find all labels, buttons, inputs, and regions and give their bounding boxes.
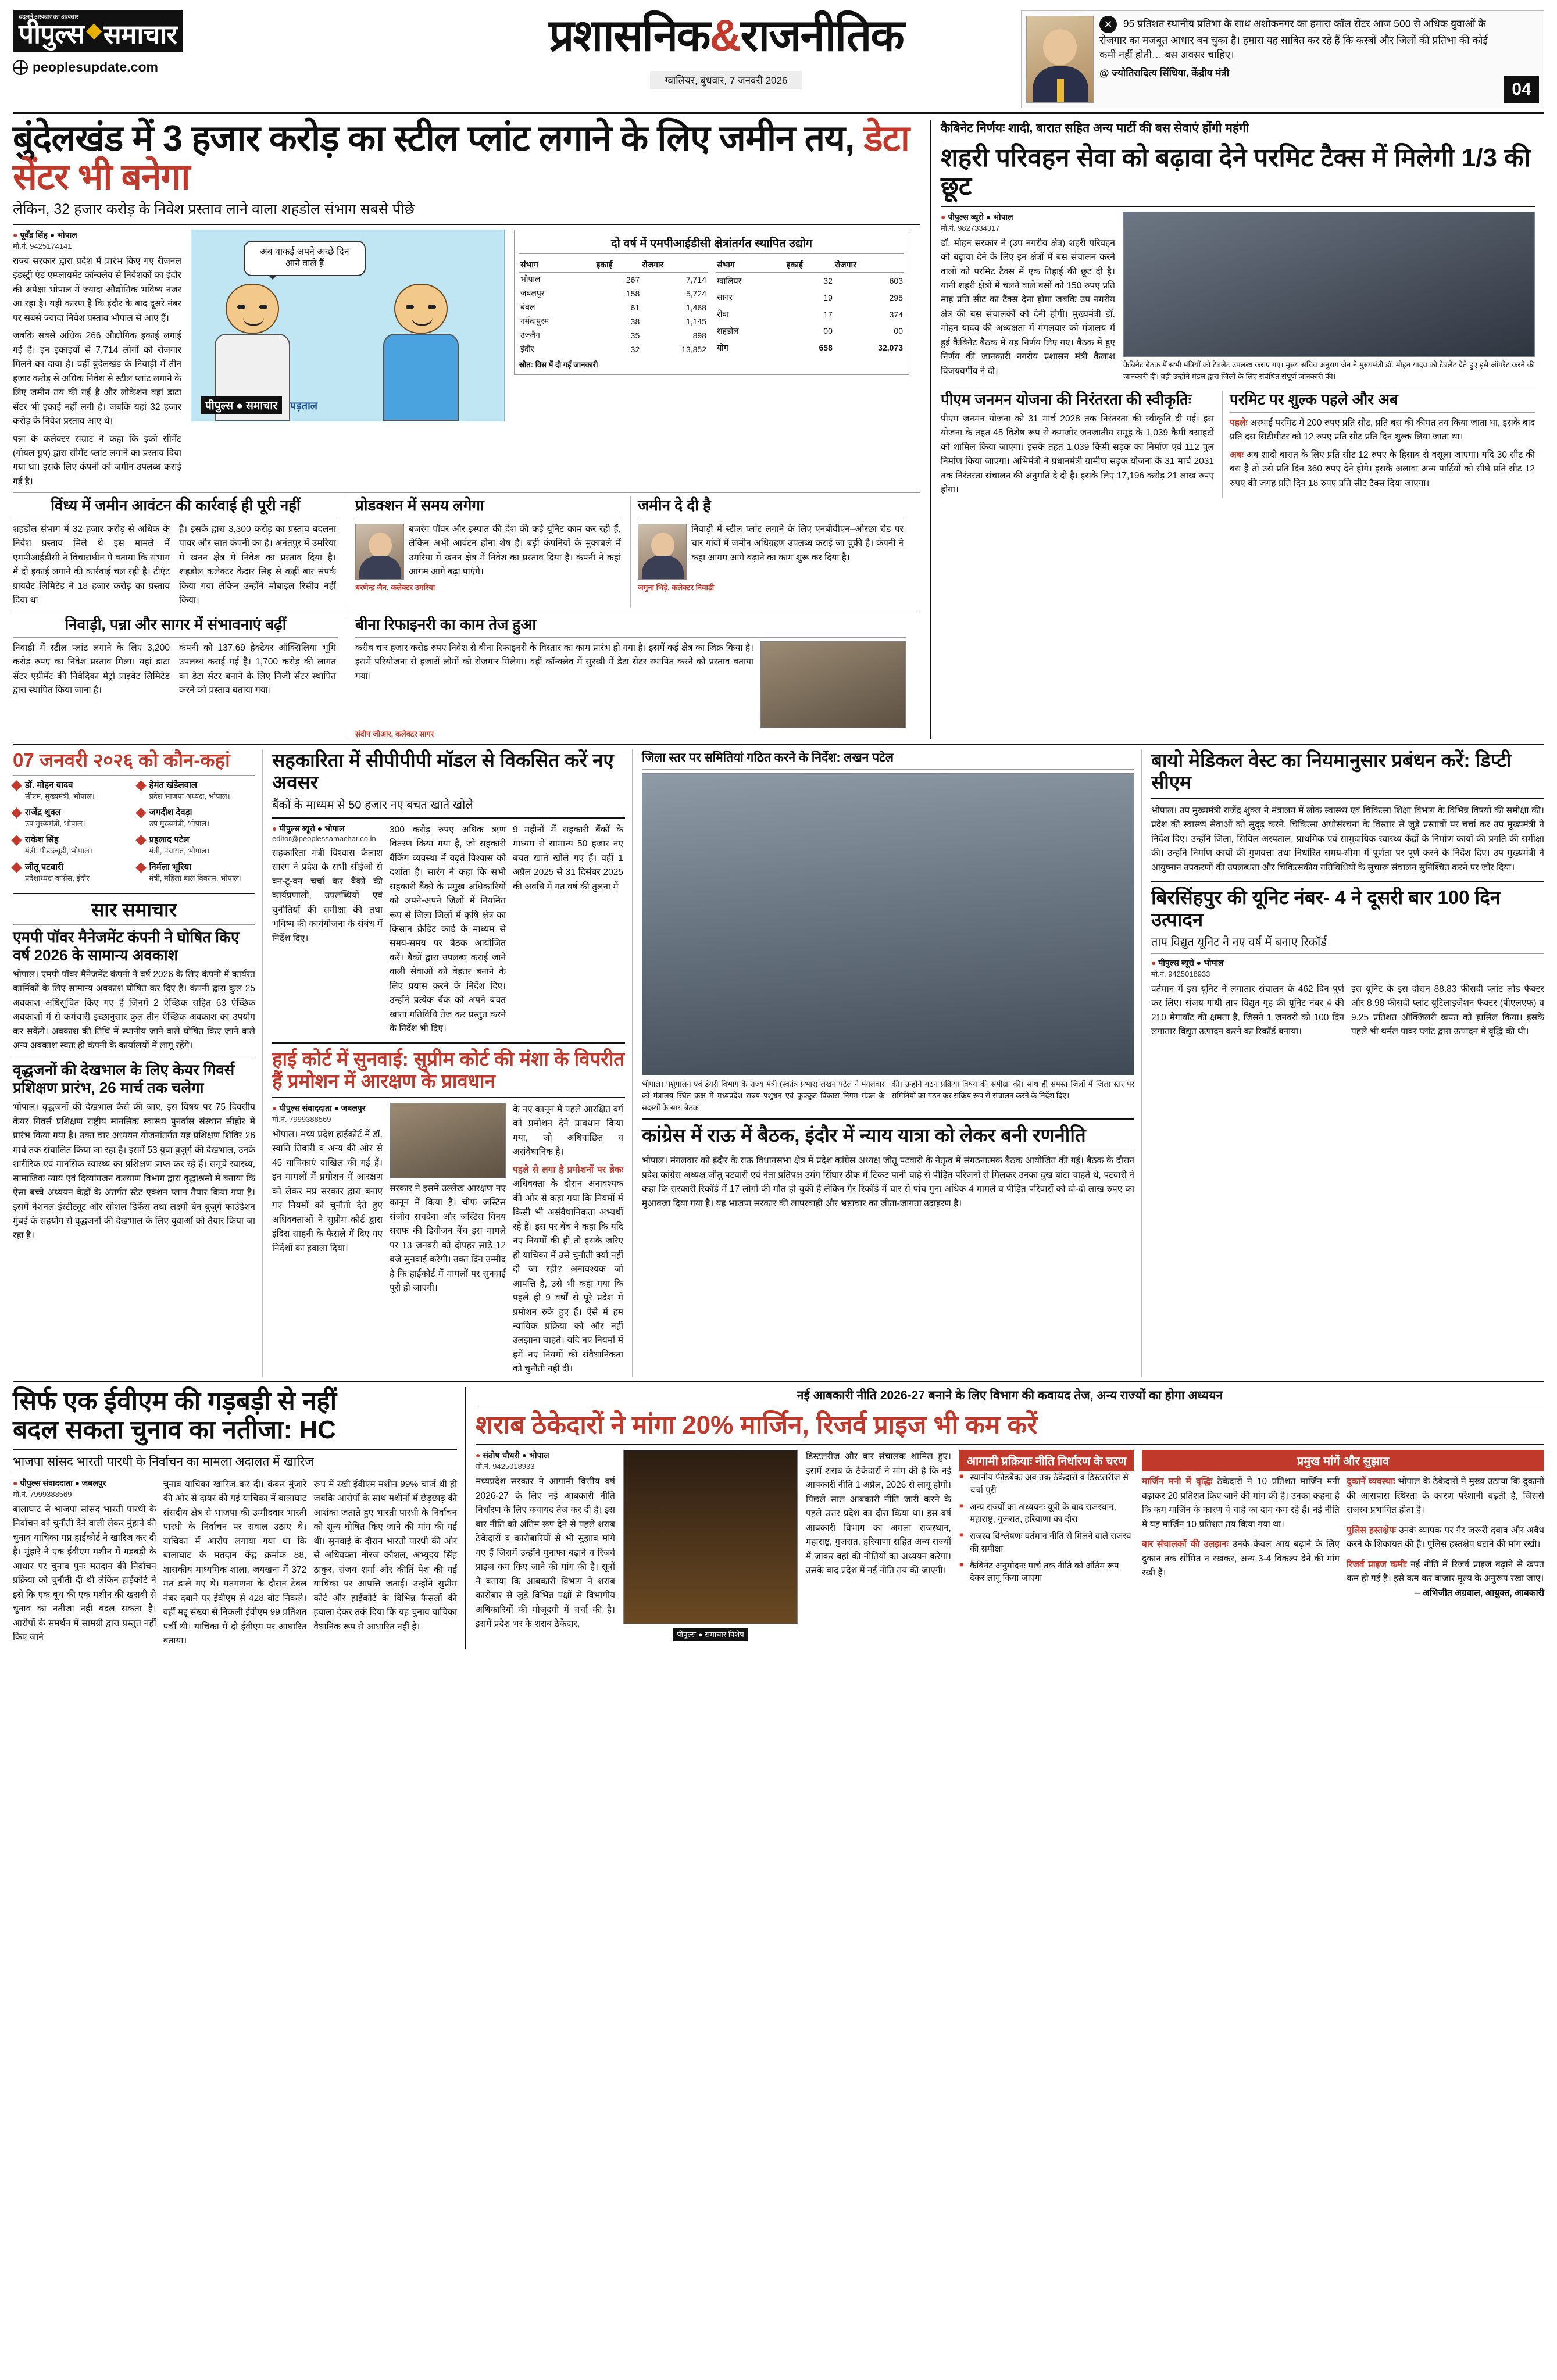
- evm-sub: भाजपा सांसद भारती पारधी के निर्वाचन का मामला अदालत में खारिज: [13, 1455, 314, 1469]
- who-where-column: [13, 749, 263, 1377]
- birsinghpur-sub: ताप विद्युत यूनिट ने नए वर्ष में बनाए रिकॉर्ड: [1151, 935, 1327, 949]
- cabinet-photo-wrap: [1123, 212, 1535, 383]
- cell: 32,073: [878, 343, 903, 353]
- demand-item: [1347, 1558, 1544, 1586]
- who-sub: मंत्री, पंचायत, भोपाल।: [149, 846, 210, 855]
- table-row: [519, 301, 708, 315]
- saar-item-head: एमपी पॉवर मैनेजमेंट कंपनी ने घोषित किए वर्ष 2026 के सामान्य अवकाश: [13, 928, 240, 964]
- cell: ग्वालियर: [717, 276, 742, 285]
- demand-item: [1347, 1524, 1544, 1552]
- lead-column: [13, 120, 920, 739]
- zila-caption-left: भोपाल। पशुपालन एवं डेयरी विभाग के राज्य मंत्री (स्वतंत्र प्रभार) लखन पटेल ने मंगलवार को मंत्रालय स्थित कक्ष में मध्यप्रदेश राज्य पशुधन एवं कुक्कुट विकास निगम मंडल के सदस्यों के साथ बैठक: [642, 1079, 885, 1112]
- highcourt-text-4: [513, 1163, 623, 1377]
- cell: 374: [889, 309, 903, 319]
- biomedical-headline: बायो मेडिकल वेस्ट का नियमानुसार प्रबंधन करें: डिप्टी सीएम: [1151, 749, 1512, 793]
- highcourt-col-1: [272, 1103, 383, 1377]
- sub-story-title: निवाड़ी, पन्ना और सागर में संभावनाएं बढ़ीं: [65, 615, 287, 633]
- masthead: [13, 10, 1544, 114]
- sub-story-text: करीब चार हजार करोड़ रुपए निवेश से बीना रिफाइनरी के विस्तार का काम प्रारंभ हो गया है। इसमें कई क्षेत्र का जिक्र किया है। इसमें परियोजना से हजारों लोगों को रोजगार मिलेगा। वहीं कॉन्क्लेव में सुरखी में डेटा सेंटर स्थापित करने को प्रस्ताव बताया गया।: [355, 642, 753, 681]
- pm-janman-block: [941, 391, 1214, 498]
- demand-item: [1142, 1475, 1340, 1532]
- demand-text: उनके केवल आय बढ़ाने के लिए दुकान तक सीमित न रखकर, अन्य 3-4 विकल्प देने की मांग रखी है।: [1142, 1539, 1340, 1578]
- saar-item-text: भोपाल। एमपी पॉवर मैनेजमेंट कंपनी ने वर्ष 2026 के लिए कंपनी में कार्यरत कार्मिकों के लिए सामान्य अवकाश घोषित कर दिए हैं। कंपनी द्वारा कुल 25 अवकाश अधिसूचित किए गए हैं जिनमें 2 ऐच्छिक सहित 63 ऐच्छिक अवकाशों में से कर्मचारी इच्छानुसार कुल तीन ऐच्छिक अवकाश का उपयोग कर सकेंगे। अवकाश की तिथि में स्थानीय जाने वाले घोषित किए जाने वाले अन्य अवकाश स्वतः ही कंपनी के कार्यालयों में लागू रहेंगे।: [13, 969, 255, 1051]
- excise-photo-col: [623, 1450, 798, 1641]
- demand-item: [1347, 1475, 1544, 1517]
- logo-tagline: बदलते अखबार का अखबार: [19, 13, 78, 21]
- excise-kicker: नई आबकारी नीति 2026-27 बनाने के लिए विभाग की कवायद तेज, अन्य राज्यों का होगा अध्ययन: [797, 1388, 1223, 1402]
- excise-mobile: मो.नं. 9425018933: [476, 1462, 535, 1471]
- list-item: ■ कैबिनेट अनुमोदनः मार्च तक नीति को अंतिम रूप देकर लागू किया जाएगा: [959, 1560, 1134, 1585]
- who-name: जगदीश देवड़ा: [149, 807, 192, 817]
- cartoon-wrap: [191, 230, 505, 489]
- birsinghpur-mobile: मो.नं. 9425018933: [1151, 969, 1210, 978]
- toll-after: [1230, 448, 1535, 491]
- birsinghpur-byline-text: पीपुल्स ब्यूरो ● भोपाल: [1158, 957, 1224, 967]
- sahkarita-column: [272, 749, 633, 1377]
- sahkarita-byline: ● पीपुल्स ब्यूरो ● भोपाल: [272, 823, 345, 833]
- sub-story-niwari: [13, 616, 338, 739]
- sub-story-text: निवाड़ी में स्टील प्लांट लगाने के लिए एनबीवीएन–ओरछा रोड पर चार गांवों में जमीन अधिग्रहण उपलब्ध कराई जा चुकी है। कंपनी ने कहा आगम आगे बढ़ाने का काम शुरू कर दिया है।: [691, 524, 904, 563]
- toll-block: [1222, 391, 1535, 498]
- who-sub: मंत्री, महिला बाल विकास, भोपाल।: [149, 873, 242, 882]
- cell: 13,852: [681, 344, 706, 354]
- sahkarita-col-1: [272, 823, 383, 1037]
- evm-text-1: बालाघाट से भाजपा सांसद भारती पारधी के निर्वाचन को चुनौती देने वाली लेकर मुंहाने की चुनाव याचिका मप्र हाईकोर्ट ने खारिज कर दी है। मुंहारे ने एक ईवीएम मशीन में गड़बड़ी के आधार पर चुनाव पुनः मतदान की निर्वाचन प्रक्रिया को चुनौती दी थी लेकिन हाईकोर्ट ने इसे कि एक बूथ की एक मशीन की खराबी से चुनाव का नतीजा नहीं बदल सकता है। आरोपों के समर्थन में सामग्री द्वारा प्रस्तुत नहीं किए जाने: [13, 1504, 156, 1643]
- table-row: [519, 328, 708, 342]
- excise-column: [476, 1387, 1544, 1649]
- evm-text-3: रूप में रखी ईवीएम मशीन 99% चार्ज थी ही जबकि आरोपों के साथ मशीनों में छेड़छाड़ की आशंका जताते हुए भारती पारधी के निर्वाचन को शून्य घोषित किए जाने की मांग की गई थी। सुनवाई के दौरान भारती पारधी की ओर से अधिवक्ता नीरज कौशल, अभ्युदय सिंह ठाकुर, संजय शर्मा और कीर्ति पेश की गई याचिका पर आपत्ति जताई। उन्होंने सुप्रीम कोर्ट और हाईकोर्ट के विभिन्न फैसलों की हवाला देकर तर्क दिया कि यह चुनाव याचिका वैधानिक रूप से आधारित नहीं है।: [313, 1479, 458, 1632]
- sub-story-col-2: कंपनी को 137.69 हेक्टेयर ऑक्सिलिया भूमि उपलब्ध कराई गई है। 1,700 करोड़ की लागत का डेटा सेंटर बनाने के लिए निजी सेंटर स्थापित करने को प्रस्ताव बताया गया।: [179, 642, 336, 696]
- highcourt-text-2: सरकार ने इसमें उल्लेख आरक्षण नए कानून में किया है। चीफ जस्टिस संजीव सचदेवा और जस्टिस विनय सराफ की डिवीजन बेंच इस मामले पर 13 जनवरी को दोपहर साढ़े 12 बजे सुनवाई करेगी। उक्त दिन उम्मीद है कि हाईकोर्ट में मामलों पर सुनवाई पूरी हो जाएगी।: [390, 1183, 506, 1293]
- cell: नर्मदापुरम: [520, 316, 549, 326]
- birsinghpur-byline: ● पीपुल्स ब्यूरो ● भोपाल: [1151, 957, 1224, 967]
- cell: 898: [692, 330, 706, 340]
- sub-story-author: जमुना भिड़े, कलेक्टर निवाड़ी: [638, 583, 715, 592]
- toll-before-label: पहलेः: [1230, 417, 1248, 428]
- main-grid: [13, 120, 1544, 739]
- cell: 1,468: [685, 302, 706, 312]
- saar-item-head: वृद्धजनों की देखभाल के लिए केयर गिवर्स प्रशिक्षण प्रारंभ, 26 मार्च तक चलेगा: [13, 1060, 235, 1097]
- promo-quote-box: [1021, 10, 1544, 108]
- who-where-col-1: [13, 779, 131, 888]
- who-sub: सीएम, मुख्यमंत्री, भोपाल।: [25, 791, 95, 801]
- sub-story-land: [630, 496, 904, 607]
- cartoon-brand: पीपुल्स ● समाचार: [201, 396, 282, 414]
- demands-col-1: [1142, 1475, 1340, 1600]
- excise-demands-title: प्रमुख मांगें और सुझाव: [1142, 1450, 1544, 1471]
- zila-column: [642, 749, 1142, 1377]
- cell: 19: [823, 292, 833, 302]
- lead-para-1: राज्य सरकार द्वारा प्रदेश में प्रारंभ किए गए रीजनल इंडस्ट्री एंड एम्प्लायमेंट कॉन्क्लेव से निवेशकों का इंदौर की अपेक्षा भोपाल में ज्यादा औद्योगिक भविष्य नजर आ रहा है। यही कारण है कि इंदौर के बाद दूसरे नंबर पर सबसे ज्यादा निवेश प्रस्ताव भोपाल से आए हैं।: [13, 256, 181, 323]
- excise-col-1: [476, 1450, 615, 1641]
- diamond-icon: [135, 862, 146, 873]
- cell: भोपाल: [520, 274, 541, 284]
- evm-headline-line-2: बदल सकता चुनाव का नतीजा: HC: [13, 1416, 337, 1445]
- diamond-icon: [11, 862, 22, 873]
- table-row: [519, 287, 708, 301]
- th-2: रोजगार: [834, 258, 904, 273]
- who-name: डॉ. मोहन यादव: [25, 780, 73, 790]
- cell: 658: [819, 343, 833, 353]
- demand-text: ठेकेदारों ने 10 प्रतिशत मार्जिन मनी बढ़ाकर 20 प्रतिशत किए जाने की मांग की है। उनका कहना है कि कम मार्जिन के कारण वे चाहे का दाम कम रहे हैं। नई नीति में यह मार्जिन 10 प्रतिशत तय किया गया था।: [1142, 1477, 1340, 1530]
- diamond-icon: [11, 780, 22, 791]
- th-1: इकाई: [595, 258, 641, 273]
- masthead-center: [431, 10, 1021, 89]
- evm-headline-line-1: सिर्फ एक ईवीएम की गड़बड़ी से नहीं: [13, 1386, 337, 1416]
- sub-story-bina: [348, 616, 906, 739]
- demand-text: उनके व्यापक पर गैर जरूरी दबाव और अवैध करने के शिकायत की है। पुलिस हस्तक्षेप घटाने की मांग रखी।: [1347, 1525, 1544, 1550]
- cabinet-byline: ● पीपुल्स ब्यूरो ● भोपाल: [941, 212, 1013, 221]
- highcourt-mobile: मो.नं. 7999388569: [272, 1114, 331, 1124]
- diamond-icon: [11, 835, 22, 845]
- page-number: 04: [1504, 76, 1539, 103]
- highcourt-col-2: [390, 1103, 506, 1377]
- dateline-wrap: [431, 71, 1021, 89]
- cell: 295: [889, 292, 903, 302]
- invest-table-wrap: [514, 230, 909, 489]
- lead-byline: ● पूर्वेंद्र सिंह ● भोपाल: [13, 230, 77, 240]
- evm-byline: ● पीपुल्स संवाददाता ● जबलपुर: [13, 1478, 106, 1488]
- biomedical-text: भोपाल। उप मुख्यमंत्री राजेंद्र शुक्ल ने मंत्रालय में लोक स्वास्थ्य एवं चिकित्सा शिक्षा विभाग के विभिन्न विषयों की समीक्षा की। प्रदेश की स्वास्थ्य सेवाओं को सुदृढ़ करने, चिकित्सा अधोसंरचना के विस्तार से जुड़े प्रस्तावों पर चर्चा कर उप मुख्यमंत्री ने निर्देश दिए। उन्होंने जिला, सिविल अस्पताल, प्राथमिक एवं सामुदायिक स्वास्थ्य केंद्रों के निर्माण कार्यों की प्रगति की समीक्षा की। उन्होंने निर्माण कार्यों की गुणवत्ता तथा निर्धारित समय-सीमा में पूर्णता पर पूर्ण करने के निर्देश दिए। उप मुख्यमंत्री ने आयुष्मान उपकरणों की उपलब्धता और चिकित्सकीय गतिविधियों के सुचारू संचालन सुनिश्चित करने पर जोर दिया।: [1151, 805, 1544, 873]
- dateline: ग्वालियर, बुधवार, 7 जनवरी 2026: [650, 71, 803, 89]
- invest-table-note: स्रोत: विस में दी गई जानकारी: [519, 360, 598, 369]
- congress-headline: कांग्रेस में राऊ में बैठक, इंदौर में न्याय यात्रा को लेकर बनी रणनीति: [642, 1124, 1086, 1146]
- list-item: [137, 834, 256, 856]
- list-item: [13, 806, 131, 828]
- logo-mark: [13, 10, 183, 52]
- who-name: हेमंत खंडेलवाल: [149, 780, 198, 790]
- diamond-icon: [11, 807, 22, 818]
- demand-head: रिजर्व प्राइज कमीः: [1347, 1559, 1407, 1570]
- diamond-icon: [135, 835, 146, 845]
- diamond-icon: [135, 807, 146, 818]
- invest-table-box: [514, 230, 909, 375]
- demand-head: दुकानें व्यवस्थाः: [1347, 1477, 1395, 1487]
- evm-text-2: चुनाव याचिका खारिज कर दी। कंकर मुंजारे की ओर से दायर की गई याचिका में बालाघाट संसदीय क्षेत्र से भाजपा की उम्मीदवार भारती पारधी के निर्वाचन पर सवाल उठाए थे। याचिका में आरोप लगाया गया था कि बालाघाट के मतदान केंद्र क्रमांक 88, शासकीय माध्यमिक शाला, जयखना में 372 मत डाले गए थे। मतगणना के दौरान टेबल नंबर दबाने पर ईवीएम से 428 वोट निकले। वहीं मद्दू संख्या से निकली ईवीएम 99 प्रतिशत पर्ची थी। याचिका में दो ईवीएम पर आधारित बताया।: [163, 1479, 307, 1646]
- logo-text-2: समाचार: [103, 19, 177, 49]
- cartoon-speech-bubble: अब वाकई अपने अच्छे दिन आने वाले हैं: [244, 241, 366, 277]
- politician-photo: [1026, 16, 1094, 103]
- cell: 1,145: [685, 316, 706, 326]
- table-row: [716, 290, 904, 306]
- toll-title: परमिट पर शुल्क पहले और अब: [1230, 390, 1398, 408]
- lead-para-2: जबकि सबसे अधिक 266 औद्योगिक इकाई लगाई गईं हैं। इन इकाइयों से 7,714 लोगों को रोजगार मिलने का दावा है। वहीं बुंदेलखंड के निवाड़ी में तीन हजार करोड़ से अधिक निवेश से स्टील प्लांट लगाने के लिए जमीन तय की गई है और लोकेशन वहां डाटा सेंटर भी इकाई नहीं लगी है। जबकि यहां 32 हजार करोड़ के निवेश प्रस्ताव आए थे।: [13, 331, 181, 427]
- meeting-photo: [642, 773, 1134, 1075]
- cell: 603: [889, 276, 903, 286]
- table-row: [519, 272, 708, 287]
- sub-stories-row: [13, 496, 920, 607]
- middle-band: [13, 749, 1544, 1377]
- evm-headline: [13, 1387, 457, 1445]
- page-title: [431, 11, 1021, 60]
- who-name: राकेश सिंह: [25, 834, 59, 845]
- th-0: संभाग: [519, 258, 595, 273]
- cell: शहडोल: [717, 326, 739, 335]
- cell: 61: [630, 302, 640, 312]
- cell: 158: [626, 288, 640, 298]
- close-x-icon: ✕: [1099, 16, 1117, 33]
- cell: 35: [630, 330, 640, 340]
- lead-body-columns: [13, 230, 920, 489]
- table-row: [716, 323, 904, 340]
- sub-story-title: प्रोडक्शन में समय लगेगा: [355, 496, 484, 514]
- demand-head: पुलिस हस्तक्षेपः: [1347, 1525, 1397, 1535]
- demand-item: [1142, 1538, 1340, 1580]
- cell: योग: [717, 342, 728, 352]
- title-ampersand: &: [709, 11, 741, 60]
- list-item: ■ राजस्व विश्लेषणः वर्तमान नीति से मिलने वाले राजस्व की समीक्षा: [959, 1530, 1134, 1556]
- invest-table-right: [716, 258, 904, 356]
- masthead-left: [13, 10, 431, 75]
- cartoon-tag: पड़ताल: [290, 399, 317, 412]
- list-item: [137, 806, 256, 828]
- excise-headline: शराब ठेकेदारों ने मांगा 20% मार्जिन, रिजर्व प्राइज भी कम करें: [476, 1410, 1038, 1439]
- list-item: [13, 861, 131, 883]
- highcourt-text-3: के नए कानून में पहले आरक्षित वर्ग को प्रमोशन देने प्रावधान किया गया, जो अधिवांछित व असंवैधानिक है।: [513, 1104, 623, 1157]
- promo-quote-text-wrap: [1099, 16, 1498, 103]
- sahkarita-text-2: 300 करोड़ रुपए अधिक ऋण वितरण किया गया है, जो सहकारी बैंकिंग व्यवस्था में बढ़ते विश्वास को दर्शाता है। सारंग ने कहा कि सभी सहकारी बैंकों के प्रमुख अधिकारियों को अपने-अपने जिलों में नियमित रूप से जिला जिलों में कृषि क्षेत्र का किसान क्रेडिट कार्ड के माध्यम से समय-समय पर बैठक आयोजित करें। बैंकों द्वारा उपलब्ध कराई जाने वाली सेवाओं को बेहतर बनाने के लिए प्रयास करने के निर्देश दिए। उन्होंने प्रत्येक बैंक को अपने बचत खाता गतिविधि तेज कर प्रस्तुत करने के निर्देश भी दिए।: [390, 824, 506, 1034]
- sub-story-col-2: है। इसके द्वारा 3,300 करोड़ का प्रस्ताव बदलना पावर और सात कंपनी का है। अनंतपुर में उमरिया में खनन क्षेत्र में निवेश का प्रस्ताव दिया है। शहडोल कलेक्टर केदार सिंह से कहीं बार संपर्क किया गया लेकिन उन्होंने मोबाइल रिसीव नहीं किया।: [179, 524, 336, 606]
- excise-byline-text: संतोष चौधरी ● भोपाल: [483, 1450, 549, 1460]
- evm-mobile: मो.नं. 7999388569: [13, 1489, 72, 1499]
- cell: रीवा: [717, 309, 729, 319]
- table-row: [716, 272, 904, 289]
- excise-text-1: मध्यप्रदेश सरकार ने आगामी वित्तीय वर्ष 2026-27 के लिए नई आबकारी नीति निर्धारण के लिए कवायद तेज कर दी है। इस बार नीति को अंतिम रूप देने से पहले शराब ठेकेदारों व कारोबारियों से भी सुझाव मांगे गए हैं जिसमें उन्होंने मुनाफा बढ़ाने व रिजर्व प्राइज कम किए जाने की मांग की है। सूत्रों ने बताया कि आबकारी विभाग ने शराब कारोबार से जुड़े विभिन्न पक्षों से विभागीय अधिकारियों की मौजूदगी में चर्चा की है। इसमें प्रदेश भर के शराब ठेकेदार,: [476, 1477, 615, 1629]
- logo-dot-icon: ◆: [86, 19, 101, 41]
- bottom-band: [13, 1387, 1544, 1649]
- editorial-cartoon: [191, 230, 505, 421]
- sahkarita-byline-text: पीपुल्स ब्यूरो ● भोपाल: [279, 823, 345, 833]
- sub-story-production: [348, 496, 621, 607]
- sub-story-title: जमीन दे दी है: [638, 496, 711, 514]
- toll-after-label: अबः: [1230, 449, 1244, 460]
- birsinghpur-headline: बिरसिंहपुर की यूनिट नंबर- 4 ने दूसरी बार 100 दिन उत्पादन: [1151, 887, 1501, 930]
- zila-caption-right: की। उन्होंने गठन प्रक्रिया विषय की समीक्षा की। साथ ही समस्त जिलों में जिला स्तर पर समितियों का गठन कर सक्रिय रूप से संचालन करने के निर्देश दिए।: [891, 1079, 1134, 1100]
- demand-head: बार संचालकों की उलझनः: [1142, 1539, 1229, 1550]
- lead-text-col: [13, 230, 181, 489]
- lead-para-3: पन्ना के कलेक्टर सम्राट ने कहा कि इको सीमेंट (गोयल ग्रुप) द्वारा सीमेंट प्लांट लगाने का प्रस्ताव दिया गया था। इसके लिए कंपनी को जमीन उपलब्ध कराई गई है।: [13, 434, 181, 487]
- who-sub: प्रदेशाध्यक्ष कांग्रेस, इंदौर।: [25, 873, 92, 882]
- sahkarita-sub: बैंकों के माध्यम से 50 हजार नए बचत खाते खोले: [272, 798, 473, 812]
- promo-attribution: @ ज्योतिरादित्य सिंधिया, केंद्रीय मंत्री: [1099, 67, 1230, 78]
- list-item: [13, 834, 131, 856]
- who-sub: प्रदेश भाजपा अध्यक्ष, भोपाल।: [149, 791, 230, 801]
- lead-subhead: लेकिन, 32 हजार करोड़ के निवेश प्रस्ताव लाने वाला शहडोल संभाग सबसे पीछे: [13, 201, 415, 218]
- toll-before: [1230, 416, 1535, 445]
- cell: 32: [823, 276, 833, 286]
- cell: 00: [894, 326, 903, 336]
- sub-story-vindhya: [13, 496, 338, 607]
- highcourt-subhead: पहले से लगा है प्रमोशनों पर ब्रेकः: [513, 1164, 623, 1175]
- cell: 38: [630, 316, 640, 326]
- list-item: [137, 861, 256, 883]
- table-row: [519, 315, 708, 328]
- evm-byline-text: पीपुल्स संवाददाता ● जबलपुर: [20, 1478, 106, 1488]
- logo: [13, 10, 431, 52]
- lead-headline: [13, 120, 920, 196]
- toll-before-text: अस्थाई परमिट में 200 रुपए प्रति सीट, प्रति बस की कीमत तय किया जाता था, इसके बाद प्रति दस सिटीमीटर को 12 रुपए प्रति सीट प्रति दिन शुल्क लिया जाता था।: [1230, 417, 1535, 442]
- list-item: ■ स्थानीय फीडबैकः अब तक ठेकेदारों व डिस्टलरीज से चर्चा पूरी: [959, 1471, 1134, 1497]
- cabinet-photo-caption: कैबिनेट बैठक में सभी मंत्रियों को टैबलेट उपलब्ध कराए गए। मुख्य सचिव अनुराग जैन ने मुख्यमंत्री डॉ. मोहन यादव को टैबलेट देते हुए इसे ऑपरेट करने की जानकारी दी। वहीं उन्होंने मंडल द्वारा जिलों के लिए संबंधित संपूर्ण जानकारी की।: [1123, 360, 1535, 381]
- cabinet-mobile: मो.नं. 9827334317: [941, 223, 1000, 233]
- sahkarita-email[interactable]: editor@peoplessamachar.co.in: [272, 834, 376, 843]
- cell: 5,724: [685, 288, 706, 298]
- highcourt-col-3: [513, 1103, 623, 1377]
- who-sub: उप मुख्यमंत्री, भोपाल।: [25, 819, 85, 828]
- evm-column: [13, 1387, 466, 1649]
- excise-byline: ● संतोष चौधरी ● भोपाल: [476, 1450, 549, 1460]
- cabinet-kicker: कैबिनेट निर्णयः शादी, बारात सहित अन्य पार्टी की बस सेवाएं होंगी महंगी: [941, 121, 1249, 135]
- special-badge: पीपुल्स ● समाचार विशेष: [673, 1628, 748, 1641]
- cabinet-column: [930, 120, 1535, 739]
- cartoon-character-2: [377, 284, 465, 421]
- th-1: इकाई: [785, 258, 834, 273]
- list-item: [137, 779, 256, 801]
- excise-process-list: [959, 1471, 1134, 1585]
- cell: 32: [630, 344, 640, 354]
- list-item: ■ अन्य राज्यों का अध्ययनः यूपी के बाद राजस्थान, महाराष्ट्र, गुजरात, हरियाणा का दौरा: [959, 1501, 1134, 1527]
- birsinghpur-text-1: वर्तमान में इस यूनिट ने लगातार संचालन के 462 दिन पूर्ण कर लिए। संजय गांधी ताप विद्युत गृह की यूनिट नंबर 4 की 210 मेगावॉट की क्षमता है, जिसने 1 जनवरी को 100 दिन लगातार विद्युत उत्पादन करने का रिकॉर्ड बनाया।: [1151, 984, 1344, 1037]
- who-name: जीतू पटवारी: [25, 862, 64, 872]
- excise-process-box: [959, 1450, 1134, 1641]
- logo-text-1: पीपुल्स: [19, 19, 84, 49]
- highcourt-text-4-body: अधिवक्ता के दौरान अनावश्यक की ओर से कहा गया कि नियमों में किसी भी असंवैधानिकता अभ्यर्थी रहे हैं। इस पर बेंच ने कहा कि यदि नए नियमों की ही तो इसके जरिए ही याचिका में उसे चुनौती क्यों नहीं दी जा रही? अनावश्यक जो आपत्ति है, उसे भी कहा गया कि पहले ही 9 वर्षों से पूरे प्रदेश में प्रमोशन रुके हुए हैं। ऐसे में हम न्यायिक प्रक्रिया को और नहीं उलझाना चाहते। यदि नए नियमों में हमें नए नियमों की संवैधानिकता को चुनौती नहीं दी।: [513, 1179, 623, 1374]
- who-where-col-2: [137, 779, 256, 888]
- title-part-1: प्रशासनिक: [549, 11, 710, 60]
- highcourt-byline-text: पीपुल्स संवाददाता ● जबलपुर: [279, 1103, 366, 1113]
- congress-text: भोपाल। मंगलवार को इंदौर के राऊ विधानसभा क्षेत्र में प्रदेश कांग्रेस अध्यक्ष जीतू पटवारी के नेतृत्व में संगठनात्मक बैठक आयोजित की गई। बैठक के दौरान प्रदेश कांग्रेस अध्यक्ष जीतू पटवारी एवं नेता प्रतिपक्ष उमंग सिंघार ठीक में टिकट पानी चाहे से पीड़ित परिजनों से मिलकर उनका दुख बांटा चाहते थे, पटवारी ने कहा कि सरकारी रिकॉर्ड में 17 लोगों की मौत हो चुकी है लेकिन गैर रिकॉर्ड में चार से पांच गुना अधिक 4 मामले व पीड़ित परिवारों को दो-दो लाख रुपए का मुआवजा दिया गया है। यह भाजपा सरकार की लापरवाही और भ्रष्टाचार का जीता-जागता उदाहरण है।: [642, 1156, 1134, 1209]
- pm-janman-text: पीएम जनमन योजना को 31 मार्च 2028 तक निरंतरता की स्वीकृति दी गई। इस योजना के तहत 45 विशेष रूप से कमजोर जनजातीय समूह के 1,039 कैमी बसाहटों को शामिल किया जाएगा। इसके तहत 1,039 किमी सड़क का निर्माण एवं 112 पुल निर्माण किया जाएगा। अभिमंत्री ने प्रधानमंत्री ग्रामीण सड़क योजना के 31 मार्च 2031 तक निरंतरता संचालन की अनुमति दे दी है। इसके लिए 17,196 करोड़ 21 लाख रुपए होगा।: [941, 413, 1214, 495]
- lead-headline-text: बुंदेलखंड में 3 हजार करोड़ का स्टील प्लांट लगाने के लिए जमीन तय,: [13, 119, 855, 159]
- cabinet-byline-text: पीपुल्स ब्यूरो ● भोपाल: [948, 212, 1013, 221]
- highcourt-byline: ● पीपुल्स संवाददाता ● जबलपुर: [272, 1103, 366, 1113]
- author-photo: [355, 524, 404, 580]
- birsinghpur-text-2: इस यूनिट के इस दौरान 88.83 फीसदी प्लांट लोड फैक्टर और 8.98 फीसदी प्लांट यूटिलाइजेशन फैक्टर (पीएलएफ) व 9.25 प्रतिशत ऑक्जिलरी खपत को हासिल किया। इसके पहले भी थर्मल पावर प्लांट द्वारा उत्पादन में वृद्धि की थी।: [1351, 984, 1544, 1037]
- author-photo: [638, 524, 687, 580]
- sub-story-title: बीना रिफाइनरी का काम तेज हुआ: [355, 615, 537, 633]
- evm-col-1: [13, 1478, 156, 1649]
- cell: जबलपुर: [520, 288, 545, 298]
- pm-janman-title: पीएम जनमन योजना की निरंतरता की स्वीकृतिः: [941, 390, 1192, 408]
- table-row: [519, 342, 708, 356]
- demand-head: मार्जिन मनी में वृद्धिः: [1142, 1477, 1213, 1487]
- invest-table-title: दो वर्ष में एमपीआईडीसी क्षेत्रांतर्गत स्थापित उद्योग: [519, 235, 904, 254]
- excise-badge-wrap: [623, 1628, 798, 1641]
- cell: 00: [823, 326, 833, 336]
- excise-credit: – अभिजीत अग्रवाल, आयुक्त, आबकारी: [1415, 1588, 1544, 1598]
- sub-story-author: धरणेन्द्र जैन, कलेक्टर उमरिया: [355, 583, 435, 592]
- list-item: [13, 779, 131, 801]
- excise-demands-box: [1142, 1450, 1544, 1641]
- highcourt-text-1: भोपाल। मध्य प्रदेश हाईकोर्ट में डॉ. स्वाति तिवारी व अन्य की ओर से 45 याचिकाएं दाखिल की गई हैं। इन मामलों में प्रमोशन में आरक्षण को लेकर मप्र सरकार द्वारा बनाए गए नियमों को चुनौती देते हुए अधिवक्ताओं ने सुप्रीम कोर्ट द्वारा इंदिरा साहनी के फैसले में दिए गए निर्देशों का हवाला दिया।: [272, 1129, 383, 1253]
- demands-col-2: [1347, 1475, 1544, 1600]
- lead-headline-highlight: डेटा सेंटर भी बनेगा: [13, 119, 909, 197]
- sub-story-text: बजरंग पॉवर और इस्पात की देश की कई यूनिट काम कर रही हैं, लेकिन अभी आवंटन होना शेष है। बड़ी कंपनियों के मुकाबले में उमरिया में खनन क्षेत्र में निवेश का प्रस्ताव दिया है। कंपनी ने कहां आगम आगे बढ़ा पाएंगे।: [409, 524, 621, 577]
- highcourt-headline-part1: हाई कोर्ट में सुनवाई: सुप्रीम कोर्ट की मंशा के विपरीत हैं प्रमोशन में आरक्षण के प्रावधान: [272, 1048, 625, 1092]
- invest-table-left: [519, 258, 708, 356]
- who-sub: उप मुख्यमंत्री, भोपाल।: [149, 819, 210, 828]
- highcourt-headline: [272, 1048, 625, 1092]
- website-url[interactable]: peoplesupdate.com: [33, 59, 158, 74]
- saar-title-wrap: [13, 899, 255, 921]
- cell: 267: [626, 274, 640, 284]
- saar-title: सार समाचार: [91, 898, 177, 920]
- table-row: [716, 306, 904, 323]
- lead-mobile: मो.नं. 9425174141: [13, 241, 72, 251]
- cabinet-text-col: [941, 212, 1115, 383]
- sahkarita-text-1: सहकारिता मंत्री विश्वास कैलाश सारंग ने प्रदेश के सभी सीईओ से वन-टू-वन चर्चा कर बैंकों की कार्यप्रणाली, उपलब्धियों एवं चुनौतियों की समीक्षा की तथा भविष्य की कार्ययोजना के संबंध में निर्देश दिए।: [272, 848, 383, 944]
- sahkarita-text-3: 9 महीनों में सहकारी बैंकों के माध्यम से सामान्य 50 हजार नए बचत खाते खोले गए हैं। वहीं 1 अप्रैल 2025 से 31 दिसंबर 2025 की अवधि में गत वर्ष की तुलना में: [513, 824, 623, 892]
- demand-text: नई नीति में रिजर्व प्राइज बढ़ाने से खपत कम हो गई है। इसे कम कर बाजार मूल्य के अनुरूप रखा जाए।: [1347, 1559, 1544, 1584]
- saar-item-text: भोपाल। वृद्धजनों की देखभाल कैसे की जाए, इस विषय पर 75 दिवसीय केयर गिवर्स प्रशिक्षण राष्ट्रीय मानसिक स्वास्थ्य पुनर्वास संस्थान सीहोर में प्रारंभ किया गया है। उक्त चार अध्ययन योजनांतर्गत यह प्रशिक्षण शिविर 26 मार्च तक संचालित किया जा रहा है। इसमें 53 युवा बुजुर्ग की देखभाल, उनके शारीरिक एवं मानसिक स्वास्थ्य का प्रशिक्षण प्राप्त कर रहे हैं। समूचे स्वास्थ्य, सामाजिक न्याय एवं दिव्यांगजन कल्याण विभाग द्वारा वृद्धाश्रमों में बनाया कि ऐसा बच्चे अध्ययन केंद्रों के अंतर्गत स्टेट एक्शन प्लान तैयार किया गया है। इसमें नेशनल इंस्टीट्यूट और सोशल डिफेंस तथा लक्ष्मी बेन बुजुर्ग फाउंडेशन मुंबई के सहयोग से वृद्धजनों की देखभाल के लिए युवाओं को तैयार किया जा रहा है।: [13, 1102, 255, 1241]
- cell: बंबल: [520, 302, 535, 312]
- who-sub: मंत्री, पीडब्ल्यूडी, भोपाल।: [25, 846, 92, 855]
- toll-after-text: अब शादी बारात के लिए प्रति सीट 12 रुपए के हिसाब से वसूला जाएगा। यदि 30 सीट की बस है तो उसे प्रति दिन 360 रुपए देने होंगे। इसके अलावा अन्य पार्टियों को सीधे प्रति सीट 12 रुपए की जगह प्रति दिन 18 रुपए प्रति सीट टैक्स दिया जाएगा।: [1230, 449, 1535, 488]
- th-0: संभाग: [716, 258, 785, 273]
- cabinet-meeting-photo: [1123, 212, 1535, 357]
- sub-stories-row-2: [13, 616, 920, 739]
- demand-text: भोपाल के ठेकेदारों ने मुख्य उठाया कि दुकानों की आसपास स्थिरता के कारण परेशानी बढ़ती है, जिससे राजस्व प्रभावित होता है।: [1347, 1477, 1544, 1516]
- liquor-bottles-photo: [623, 1450, 798, 1624]
- excise-text-2: डिस्टलरीज और बार संचालक शामिल हुए। इसमें शराब के ठेकेदारों ने मांग की है कि नई आबकारी नीति 1 अप्रैल, 2026 से लागू होगी। पिछले साल आबकारी नीति जारी करने के पहले उत्तर प्रदेश का दौरा किया था। इस वर्ष आबकारी विभाग का अमला राजस्थान, महाराष्ट्र, गुजरात, हरियाणा सहित अन्य राज्यों में जाकर वहां की नीतियों का अध्ययन करेगा। उसके बाद प्रदेश में नई नीति तय की जाएगी।: [806, 1452, 951, 1576]
- gavel-photo: [390, 1103, 506, 1178]
- collector-photo: [760, 641, 906, 728]
- who-name: निर्मला भूरिया: [149, 862, 192, 872]
- sahkarita-headline: सहकारिता में सीपीपीपी मॉडल से विकसित करें नए अवसर: [272, 749, 614, 793]
- title-part-2: राजनीतिक: [740, 11, 904, 60]
- zila-kicker: जिला स्तर पर समितियां गठित करने के निर्देश: लखन पटेल: [642, 751, 894, 764]
- sub-story-col-1: शहडोल संभाग में 32 हजार करोड़ से अधिक के निवेश प्रस्ताव मिले थे इस मामले में एमपीआईडीसी ने विचाराधीन में बताया कि संभाग में दो इकाई लगाने की कार्रवाई चल रही है। टीएंट प्रायवेट लिमिटेड ने 18 हजार करोड़ का प्रस्ताव दिया था: [13, 524, 170, 606]
- cabinet-para-1: डॉ. मोहन सरकार ने (उप नगरीय क्षेत्र) शहरी परिवहन को बढ़ावा देने के लिए इन क्षेत्रों में बस संचालन करने वालों को परमिट टैक्स में एक तिहाई की छूट दी है। यानी शहरी क्षेत्रों में चलने वाले बसों को 150 रुपए प्रति माह प्रति सीट का टैक्स देना होगा जबकि उप नगरीय क्षेत्र की बस संचालकों को देनी होगी। मुख्यमंत्री डॉ. मोहन यादव की अध्यक्षता में मंगलवार को मंत्रालय में हुई कैबिनेट बैठक में यह निर्णय लिए गए। बैठक में हुए निर्णय की जानकारी नगरीय प्रशासन मंत्री कैलाश विजयवर्गीय ने दी।: [941, 238, 1115, 376]
- who-name: प्रहलाद पटेल: [149, 834, 190, 845]
- table-row: [716, 340, 904, 356]
- cabinet-headline: शहरी परिवहन सेवा को बढ़ावा देने परमिट टैक्स में मिलेगी 1/3 की छूट: [941, 144, 1531, 201]
- who-where-title: 07 जनवरी २०२६ को कौन-कहां: [13, 749, 230, 771]
- sub-story-author: संदीप जीआर, कलेक्टर सागर: [355, 729, 434, 738]
- lead-byline-text: पूर्वेंद्र सिंह ● भोपाल: [20, 230, 77, 240]
- cell: 7,714: [685, 274, 706, 284]
- right-misc-column: [1151, 749, 1544, 1377]
- promo-quote-text: 95 प्रतिशत स्थानीय प्रतिभा के साथ अशोकनगर का हमारा कॉल सेंटर आज 500 से अधिक युवाओं के रोजगार का मजबूत आधार बन चुका है। हमारा यह साबित कर रहे हैं कि कस्बों और जिलों की प्रतिभा की कोई कमी नहीं होती… बस अवसर चाहिए।: [1099, 17, 1488, 61]
- excise-process-title: आगामी प्रक्रियाः नीति निर्धारण के चरण: [959, 1450, 1134, 1471]
- website-row[interactable]: [13, 59, 431, 75]
- who-name: राजेंद्र शुक्ल: [25, 807, 61, 817]
- sub-story-col-1: निवाड़ी में स्टील प्लांट लगाने के लिए 3,200 करोड़ रुपए का निवेश प्रस्ताव मिला। यहां डाटा सेंटर एग्रीमेंट की निवेदिका मेट्रो प्राइवेट लिमिटेड द्वारा स्थापित किया जाना है।: [13, 642, 170, 696]
- cell: 17: [823, 309, 833, 319]
- th-2: रोजगार: [641, 258, 708, 273]
- sub-story-title: विंध्य में जमीन आवंटन की कार्रवाई ही पूरी नहीं: [51, 496, 301, 514]
- globe-icon: [13, 60, 28, 75]
- cell: सागर: [717, 292, 733, 302]
- diamond-icon: [135, 780, 146, 791]
- cell: उज्जैन: [520, 330, 540, 340]
- cell: इंदौर: [520, 344, 534, 354]
